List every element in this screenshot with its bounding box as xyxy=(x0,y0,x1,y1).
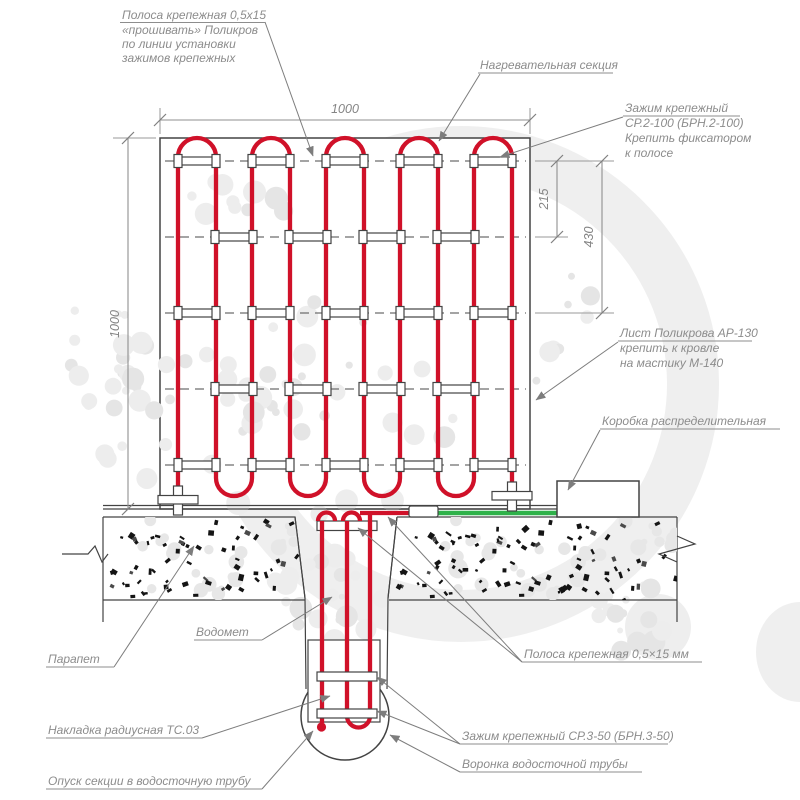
cable-splice-connector xyxy=(409,506,438,517)
label-drop: Опуск секции в водосточную трубу xyxy=(48,774,251,788)
label-radius-plate: Накладка радиусная ТС.03 xyxy=(48,723,200,737)
label-sheet-3: на мастику М-140 xyxy=(620,356,724,370)
label-strip-top-4: зажимов крепежных xyxy=(122,51,236,65)
distribution-box xyxy=(557,481,639,517)
leader-funnel xyxy=(390,735,460,772)
label-sheet-1: Лист Поликрова АР-130 xyxy=(620,326,758,340)
label-vodomet: Водомет xyxy=(196,625,249,639)
label-strip-top-2: «прошивать» Поликров xyxy=(122,23,259,37)
label-sheet-2: крепить к кровле xyxy=(620,341,720,355)
dim-mat-height: 1000 xyxy=(108,310,122,338)
dim-row-spacing: 215 xyxy=(537,188,551,210)
label-strip-bottom: Полоса крепежная 0,5×15 мм xyxy=(524,647,689,661)
leader-clamp-bottom-2 xyxy=(377,711,460,744)
label-strip-top-1: Полоса крепежная 0,5x15 xyxy=(122,8,267,22)
cable-end-seal xyxy=(317,722,326,731)
label-clamp-bottom: Зажим крепежный СР.3-50 (БРН.3-50) xyxy=(462,729,674,743)
label-clamp-top-3: Крепить фиксатором xyxy=(625,131,752,145)
label-strip-top-3: по линии установки xyxy=(122,37,236,51)
dim-row-spacing-double: 430 xyxy=(582,226,596,248)
label-heating-section: Нагревательная секция xyxy=(480,58,618,72)
leader-drop xyxy=(262,731,313,789)
leader-parapet xyxy=(114,546,194,667)
watermark-blob xyxy=(756,602,800,702)
label-parapet: Парапет xyxy=(48,652,100,666)
label-clamp-top-4: к полосе xyxy=(625,146,674,160)
leader-clamp-bottom-1 xyxy=(377,677,460,744)
break-mark-left xyxy=(62,546,108,562)
label-junction-box: Коробка распределительная xyxy=(602,414,767,428)
label-clamp-top-1: Зажим крепежный xyxy=(625,101,729,115)
dim-mat-width: 1000 xyxy=(331,102,359,116)
label-funnel: Воронка водосточной трубы xyxy=(462,757,628,771)
label-clamp-top-2: СР.2-100 (БРН.2-100) xyxy=(625,116,744,130)
